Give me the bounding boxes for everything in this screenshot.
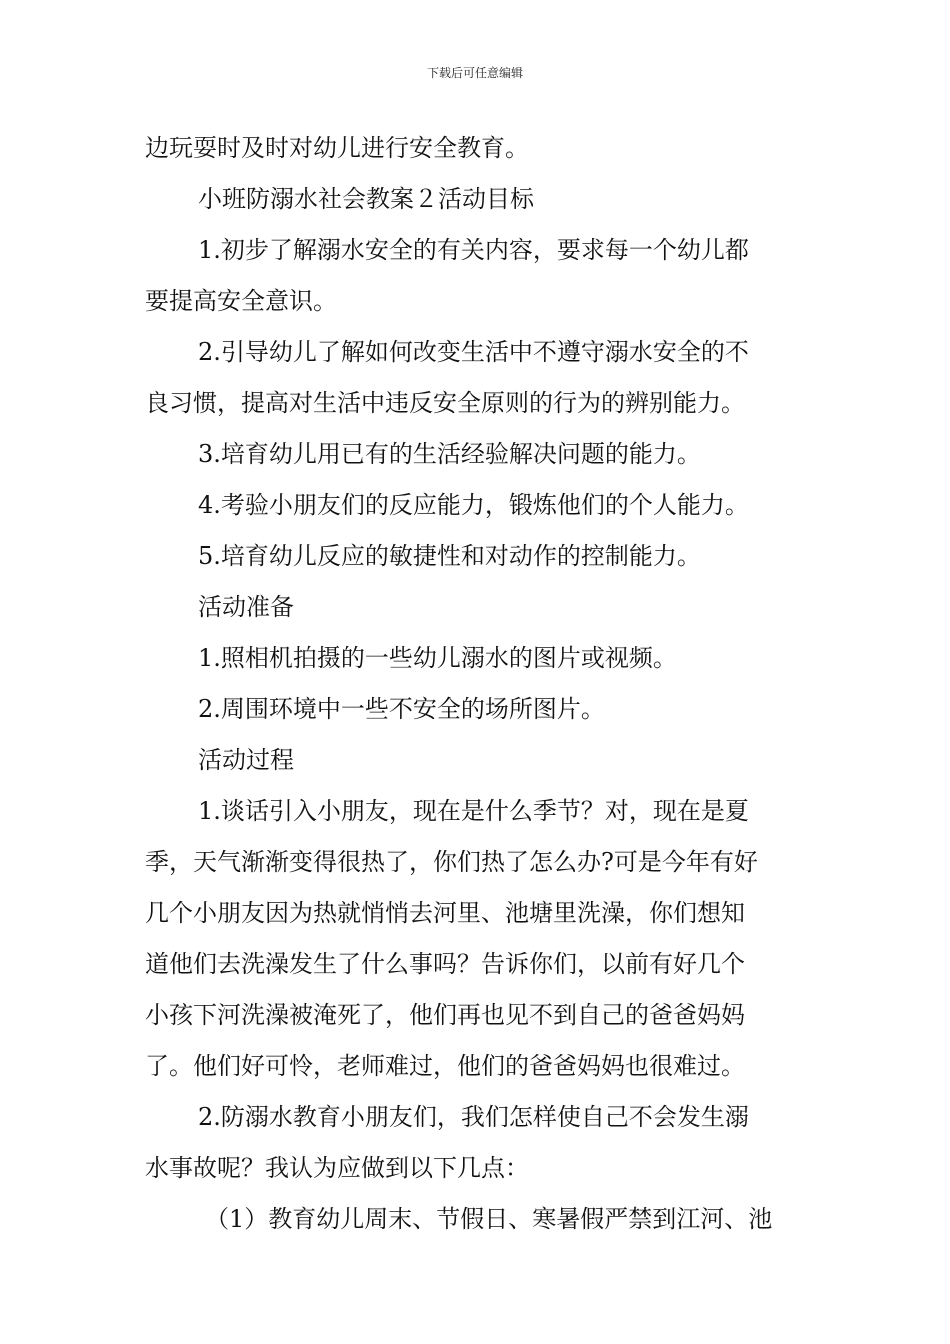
text-line: 小孩下河洗澡被淹死了，他们再也见不到自己的爸爸妈妈 [145,1001,745,1029]
text-line: （1）教育幼儿周末、节假日、寒暑假严禁到江河、池 [205,1205,773,1233]
text-line: 5.培育幼儿反应的敏捷性和对动作的控制能力。 [198,542,701,570]
text-line: 3.培育幼儿用已有的生活经验解决问题的能力。 [198,440,701,468]
section-heading: 活动准备 [198,593,294,621]
page-header: 下载后可任意编辑 [426,66,523,80]
section-heading: 活动过程 [198,746,294,774]
text-line: 水事故呢？我认为应做到以下几点： [145,1154,529,1182]
text-line: 良习惯，提高对生活中违反安全原则的行为的辨别能力。 [145,389,745,417]
section-heading: 小班防溺水社会教案２活动目标 [198,185,534,213]
text-line: 要提高安全意识。 [145,287,337,315]
text-line: 几个小朋友因为热就悄悄去河里、池塘里洗澡，你们想知 [145,899,745,927]
text-line: 4.考验小朋友们的反应能力，锻炼他们的个人能力。 [198,491,749,519]
text-line: 2.周围环境中一些不安全的场所图片。 [198,695,605,723]
text-line: 2.引导幼儿了解如何改变生活中不遵守溺水安全的不 [198,338,749,366]
text-line: 2.防溺水教育小朋友们，我们怎样使自己不会发生溺 [198,1103,749,1131]
text-line: 季，天气渐渐变得很热了，你们热了怎么办?可是今年有好 [145,848,758,876]
text-line: 1.照相机拍摄的一些幼儿溺水的图片或视频。 [198,644,677,672]
text-line: 边玩耍时及时对幼儿进行安全教育。 [145,134,529,162]
text-line: 了。他们好可怜，老师难过，他们的爸爸妈妈也很难过。 [145,1052,745,1080]
text-line: 1.初步了解溺水安全的有关内容，要求每一个幼儿都 [198,236,749,264]
text-line: 1.谈话引入小朋友，现在是什么季节？对，现在是夏 [198,797,749,825]
document-body [145,126,810,1248]
text-line: 道他们去洗澡发生了什么事吗？告诉你们，以前有好几个 [145,950,745,978]
